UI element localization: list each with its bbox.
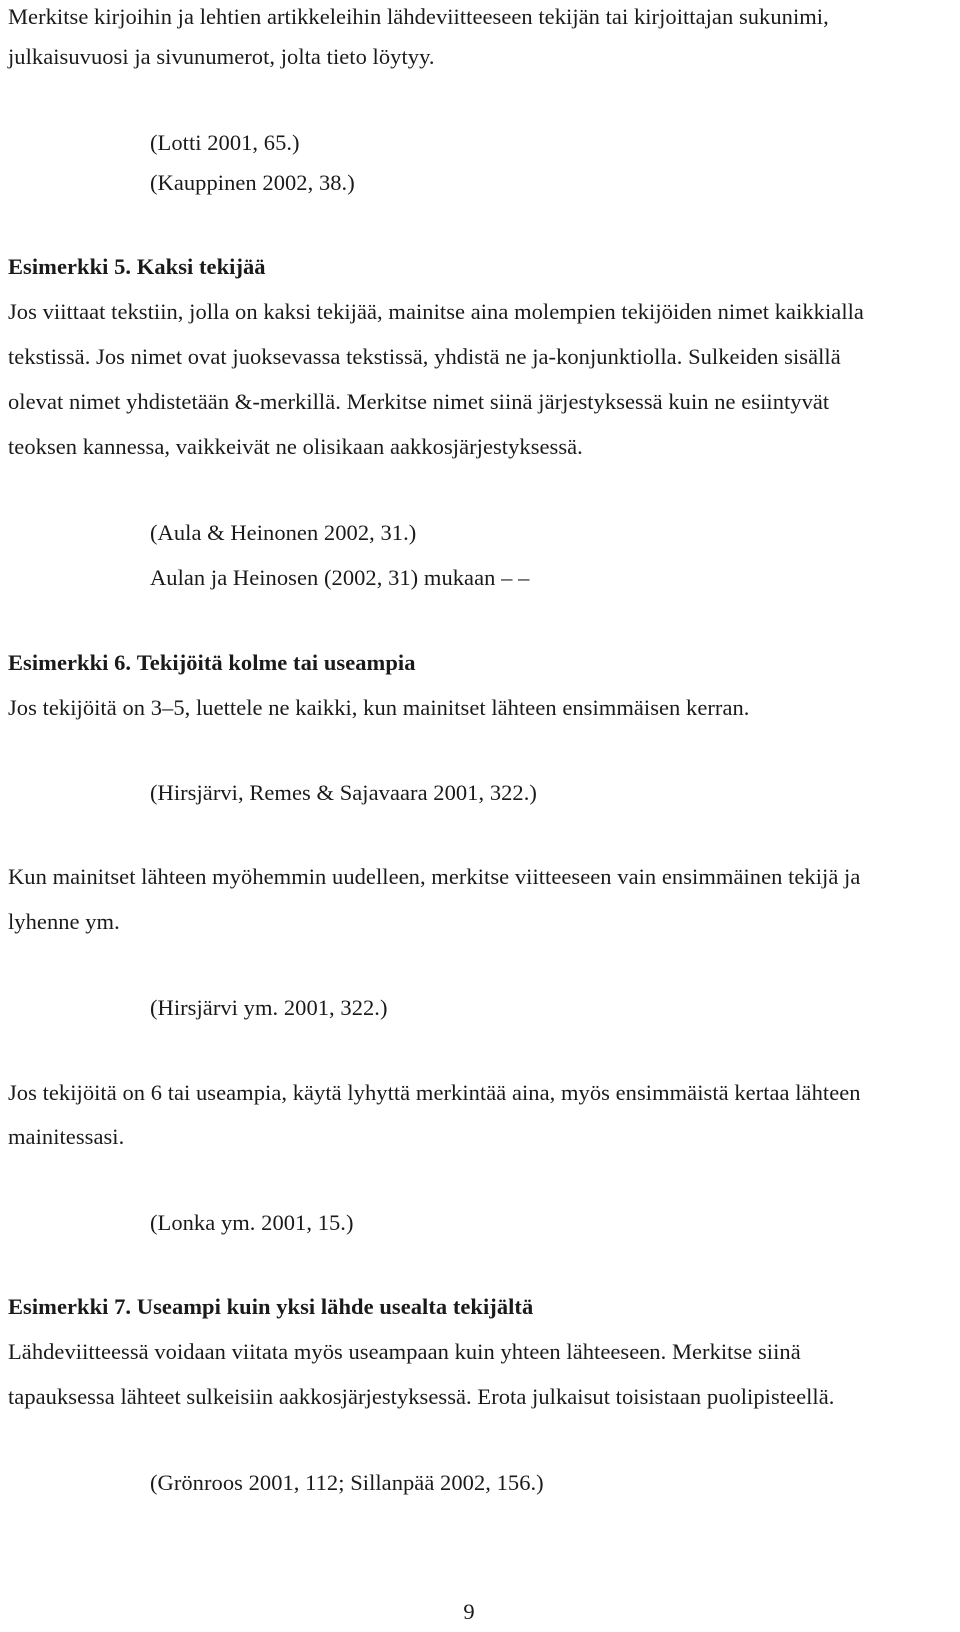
- example-title: Useampi kuin yksi lähde usealta tekijältä: [136, 1294, 534, 1319]
- intro-line-2: julkaisuvuosi ja sivunumerot, jolta tieto löytyy.: [8, 44, 435, 69]
- body-line: tapauksessa lähteet sulkeisiin aakkosjärjestyksessä. Erota julkaisut toisistaan puolipisteellä.: [8, 1384, 835, 1409]
- example-label: Esimerkki 6.: [8, 650, 132, 675]
- body-line: lyhenne ym.: [8, 909, 120, 934]
- example-7-heading: [8, 1292, 533, 1322]
- intro-line-1: Merkitse kirjoihin ja lehtien artikkeleihin lähdeviitteeseen tekijän tai kirjoittajan sukunimi,: [8, 4, 829, 29]
- body-line: olevat nimet yhdistetään &-merkillä. Merkitse nimet siinä järjestyksessä kuin ne esiintyvät: [8, 389, 830, 414]
- body-line: tekstissä. Jos nimet ovat juoksevassa tekstissä, yhdistä ne ja-konjunktiolla. Sulkeiden sisällä: [8, 344, 841, 369]
- example-5-heading: [8, 252, 266, 282]
- citation-example: (Lotti 2001, 65.): [150, 130, 300, 155]
- example-title: Tekijöitä kolme tai useampia: [136, 650, 416, 675]
- body-line: Lähdeviitteessä voidaan viitata myös useampaan kuin yhteen lähteeseen. Merkitse siinä: [8, 1339, 801, 1364]
- citation-example: (Aula & Heinonen 2002, 31.): [150, 520, 417, 545]
- citation-example: (Lonka ym. 2001, 15.): [150, 1210, 354, 1235]
- example-title: Kaksi tekijää: [136, 254, 266, 279]
- body-line: Jos tekijöitä on 3–5, luettele ne kaikki, kun mainitset lähteen ensimmäisen kerran.: [8, 695, 750, 720]
- body-line: mainitessasi.: [8, 1124, 125, 1149]
- example-6-heading: [8, 648, 416, 678]
- body-line: Kun mainitset lähteen myöhemmin uudelleen, merkitse viitteeseen vain ensimmäinen tekijä ja: [8, 864, 861, 889]
- citation-example: (Hirsjärvi, Remes & Sajavaara 2001, 322.): [150, 780, 537, 805]
- body-line: Jos viittaat tekstiin, jolla on kaksi tekijää, mainitse aina molempien tekijöiden nimet kaikkialla: [8, 299, 864, 324]
- citation-example: (Hirsjärvi ym. 2001, 322.): [150, 995, 388, 1020]
- example-label: Esimerkki 5.: [8, 254, 132, 279]
- body-line: teoksen kannessa, vaikkeivät ne olisikaan aakkosjärjestyksessä.: [8, 434, 583, 459]
- citation-example: (Kauppinen 2002, 38.): [150, 170, 355, 195]
- citation-example: (Grönroos 2001, 112; Sillanpää 2002, 156.): [150, 1470, 544, 1495]
- page-number: 9: [463, 1599, 475, 1624]
- body-line: Jos tekijöitä on 6 tai useampia, käytä lyhyttä merkintää aina, myös ensimmäistä kertaa lähteen: [8, 1080, 861, 1105]
- example-label: Esimerkki 7.: [8, 1294, 132, 1319]
- citation-example: Aulan ja Heinosen (2002, 31) mukaan – –: [150, 565, 530, 590]
